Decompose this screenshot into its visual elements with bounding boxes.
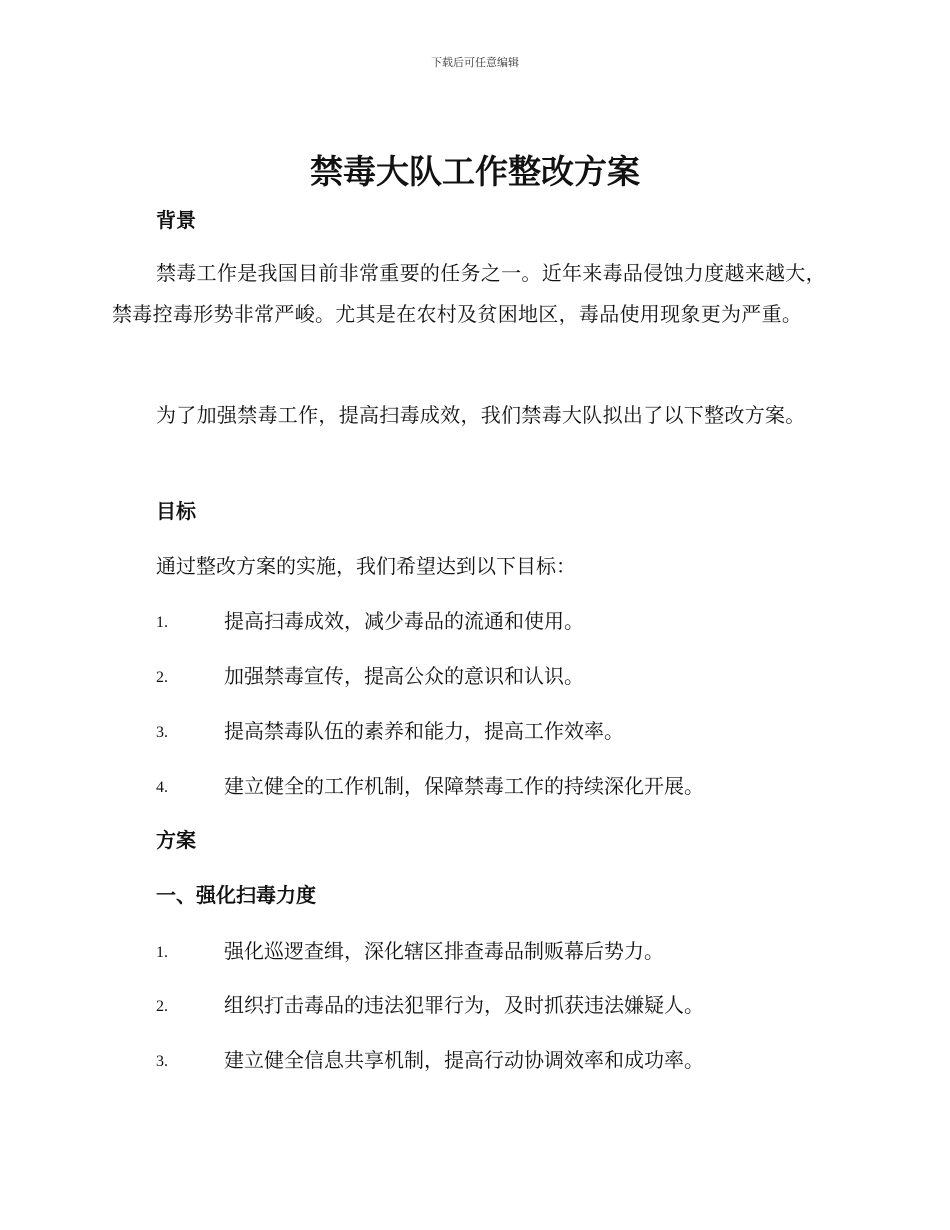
section-heading-background: 背景 — [156, 208, 196, 232]
goal-item-text: 加强禁毒宣传，提高公众的意识和认识。 — [224, 664, 584, 688]
goal-item-text: 建立健全的工作机制，保障禁毒工作的持续深化开展。 — [224, 774, 704, 798]
plan-item-text: 组织打击毒品的违法犯罪行为，及时抓获违法嫌疑人。 — [224, 993, 704, 1017]
background-paragraph-2: 为了加强禁毒工作，提高扫毒成效，我们禁毒大队拟出了以下整改方案。 — [156, 403, 806, 427]
background-paragraph-1: 禁毒工作是我国目前非常重要的任务之一。近年来毒品侵蚀力度越来越大，禁毒控毒形势非常严峻。尤其是在农村及贫困地区，毒品使用现象更为严重。 — [112, 261, 826, 326]
plan-item — [156, 937, 856, 965]
plan-item-text: 建立健全信息共享机制，提高行动协调效率和成功率。 — [224, 1048, 704, 1072]
goal-item-text: 提高扫毒成效，减少毒品的流通和使用。 — [224, 609, 584, 633]
goal-item-number: 2. — [156, 669, 168, 686]
plan-item — [156, 1046, 856, 1074]
goal-item-number: 4. — [156, 779, 168, 796]
goals-intro: 通过整改方案的实施，我们希望达到以下目标： — [156, 554, 576, 578]
plan-item-number: 1. — [156, 944, 168, 961]
goal-item-number: 3. — [156, 724, 168, 741]
goal-item — [156, 607, 856, 635]
document-title: 禁毒大队工作整改方案 — [310, 152, 640, 191]
section-heading-plan: 方案 — [156, 828, 196, 852]
plan-item-text: 强化巡逻查缉，深化辖区排查毒品制贩幕后势力。 — [224, 939, 664, 963]
goal-item — [156, 772, 856, 800]
goal-item — [156, 662, 856, 690]
plan-item-number: 3. — [156, 1053, 168, 1070]
goal-item-text: 提高禁毒队伍的素养和能力，提高工作效率。 — [224, 719, 624, 743]
goal-item — [156, 717, 856, 745]
goal-item-number: 1. — [156, 614, 168, 631]
header-note: 下载后可任意编辑 — [431, 56, 519, 69]
plan-item — [156, 991, 856, 1019]
section-heading-goals: 目标 — [156, 499, 196, 523]
plan-item-number: 2. — [156, 998, 168, 1015]
subsection-heading-strengthen: 一、强化扫毒力度 — [156, 883, 316, 907]
